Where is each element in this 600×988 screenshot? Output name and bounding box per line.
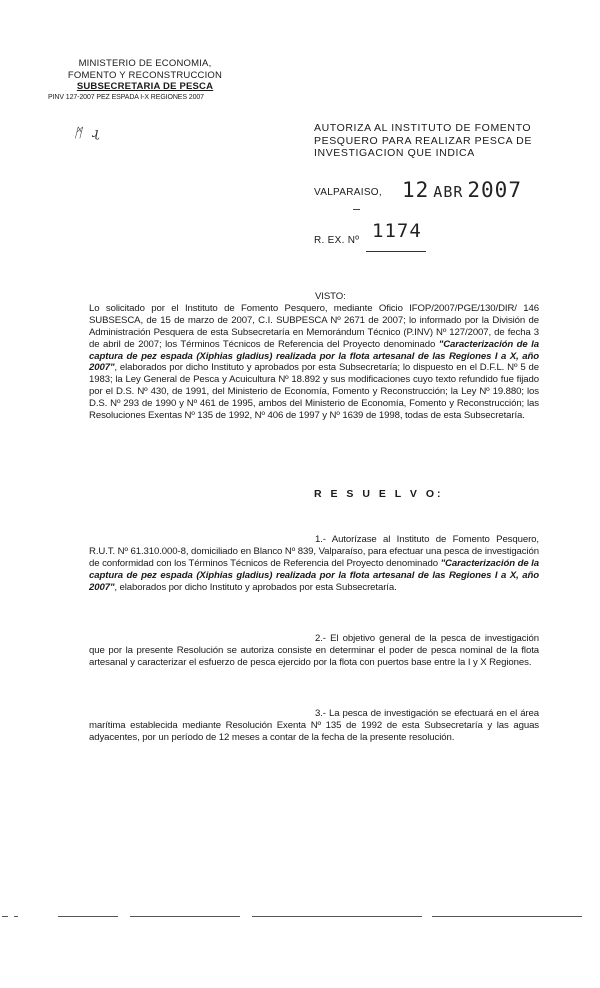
article-1-text-a: Autorízase al Instituto de Fomento Pesquero, R.U.T. Nº 61.310.000-8, domiciliado en Blanco Nº 839, Valparaíso, para efectuar una pesca de investigación de conformidad con los Términos Técnicos de Referencia del Proyecto denominado (89, 534, 539, 569)
resolution-underline (366, 251, 426, 252)
article-2 (89, 633, 539, 669)
visto-project-title: "Caracterización de la captura de pez espada (Xiphias gladius) realizada por la flota artesanal de las Regiones I a X, año 2007" (89, 338, 539, 374)
handwritten-initials: ᛗ ɻ (74, 126, 103, 141)
visto-text-b: , elaborados por dicho Instituto y aprobados por esta Subsecretaría; lo dispuesto en el D.F.L. Nº 5 de 1983; la Ley General de Pesca y Acuicultura Nº 18.892 y sus modificaciones cuyo texto refundido fue fijado por el D.S. Nº 430, de 1991, del Ministerio de Economía, Fomento y Reconstrucción; la Ley Nº 19.880; los D.S. Nº 293 de 1990 y Nº 461 de 1995, ambos del Ministerio de Economía, Fomento y Reconstrucción; las Resoluciones Exentas Nº 135 de 1992, Nº 406 de 1997 y Nº 1639 de 1998, todas de esta Subsecretaría. (89, 362, 539, 422)
rex-mark (353, 209, 360, 210)
visto-label: VISTO: (315, 291, 346, 302)
article-3-number: 3.- (315, 708, 326, 719)
resuelvo-heading: R E S U E L V O: (314, 488, 444, 500)
letterhead-undersecretariat: SUBSECRETARIA DE PESCA (76, 81, 214, 92)
article-1-project-title: "Caracterización de la captura de pez espada (Xiphias gladius) realizada por la flota artesanal de las Regiones I a X, año 2007" (89, 557, 539, 593)
letterhead-reference: PINV 127-2007 PEZ ESPADA I-X REGIONES 2007 (48, 93, 204, 101)
article-1-number: 1.- (315, 534, 326, 545)
scan-edge-artifact (0, 914, 600, 922)
subject-block (314, 122, 540, 160)
date-stamp-day: 12 (402, 178, 430, 202)
letterhead-ministry-cont: FOMENTO Y RECONSTRUCCION (67, 69, 223, 81)
letterhead (50, 58, 240, 102)
article-1 (89, 534, 539, 594)
dateline-place: VALPARAISO, (314, 187, 382, 198)
subject-line-3: INVESTIGACION QUE INDICA (314, 147, 475, 159)
article-2-number: 2.- (315, 633, 326, 644)
visto-text-a: Lo solicitado por el Instituto de Fomento Pesquero, mediante Oficio IFOP/2007/PGE/130/DIR/ 146 SUBSESCA, de 15 de marzo de 2007, C.I. SUBPESCA Nº 2671 de 2007; lo informado por la División de Administración Pesquera de esta Subsecretaría en Memorándum Técnico (P.INV) Nº 127/2007, de fecha 3 de abril de 2007; los Términos Técnicos de Referencia del Proyecto denominado (89, 302, 539, 350)
article-3-text: La pesca de investigación se efectuará en el área marítima establecida mediante Resolución Exenta Nº 135 de 1992 de esta Subsecretaría y las aguas adyacentes, por un período de 12 meses a contar de la fecha de la presente resolución. (89, 708, 539, 743)
date-stamp-month: ABR (433, 183, 464, 201)
resolution-number: 1174 (372, 220, 422, 242)
subject-line-2: PESQUERO PARA REALIZAR PESCA DE (314, 134, 532, 147)
article-1-text-b: , elaborados por dicho Instituto y aprobados por esta Subsecretaría. (114, 581, 397, 593)
article-3 (89, 708, 539, 744)
visto-paragraph (89, 291, 539, 422)
resolution-label: R. EX. Nº (314, 235, 360, 246)
article-2-text: El objetivo general de la pesca de investigación que por la presente Resolución se autoriza consiste en determinar el poder de pesca nominal de la flota artesanal y caracterizar el esfuerzo de pesca ejercido por la flota con puertos base entre la I y X Regiones. (89, 633, 539, 668)
letterhead-ministry: MINISTERIO DE ECONOMIA, (78, 58, 212, 69)
subject-line-1: AUTORIZA AL INSTITUTO DE FOMENTO (314, 122, 532, 134)
date-stamp (402, 178, 522, 202)
date-stamp-year: 2007 (467, 178, 522, 202)
